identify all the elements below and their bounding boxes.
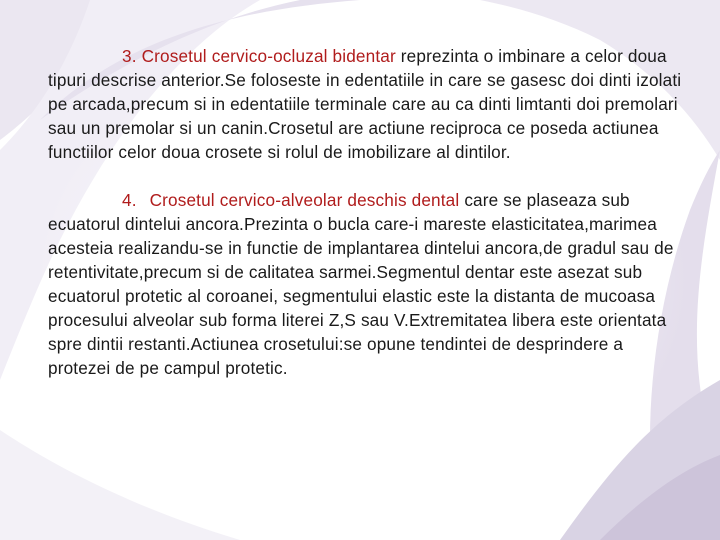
paragraph-text: reprezinta o imbinare a celor doua tipuri descrise anterior.Se foloseste in edentatiile in care se gasesc doi dinti izolati pe arcada,precum si in edentatiile terminale care au ca dinti limtanti doi premolari sau un premolar si un canin.Crosetul are actiune reciproca ce poseda actiunea functiilor celor doua crosete si rolul de imobilizare al dintilor. (48, 46, 682, 162)
paragraph-cervico-ocluzal (48, 44, 688, 164)
paragraph-number: 3. (122, 46, 137, 66)
highlighted-term: Crosetul cervico-alveolar deschis dental (149, 190, 460, 210)
highlighted-term: Crosetul cervico-ocluzal bidentar (141, 46, 396, 66)
paragraph-number: 4. (122, 190, 137, 210)
document-body (48, 44, 688, 380)
paragraph-cervico-alveolar (48, 188, 688, 380)
paragraph-text: care se plaseaza sub ecuatorul dintelui ancora.Prezinta o bucla care-i mareste elasticitatea,marimea acesteia realizandu-se in functie de implantarea dintelui ancora,de gradul sau de retentivitate,precum si de calitatea sarmei.Segmentul dentar este asezat sub ecuatorul protetic al coroanei, segmentului elastic este la distanta de mucoasa procesului alveolar sub forma literei Z,S sau V.Extremitatea libera este orientata spre dintii restanti.Actiunea crosetului:se opune tendintei de desprindere a protezei de pe campul protetic. (48, 190, 674, 378)
